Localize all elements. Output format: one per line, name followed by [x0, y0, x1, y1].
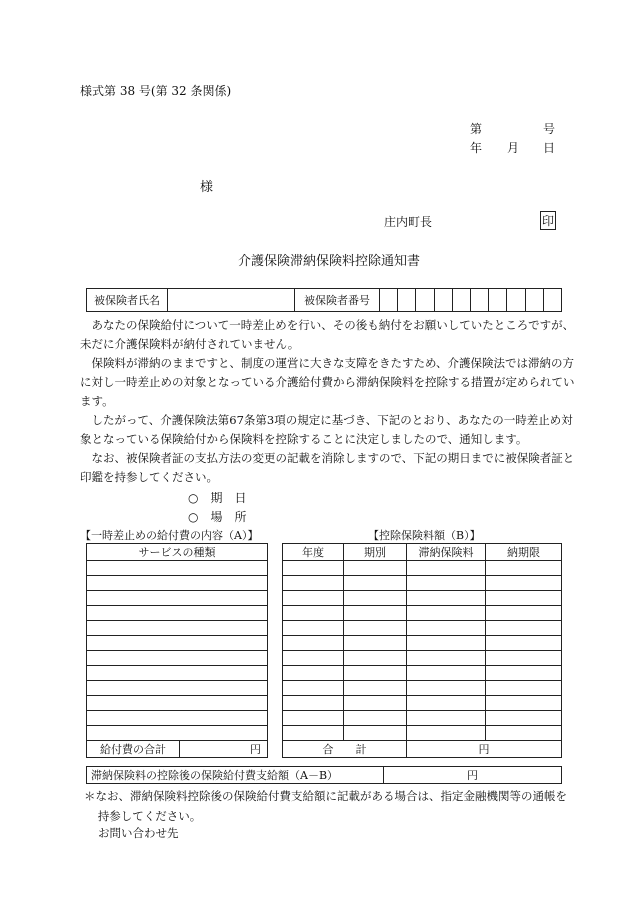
- insured-number-digit[interactable]: [525, 289, 543, 312]
- table-cell[interactable]: [283, 651, 344, 666]
- table-cell[interactable]: [283, 591, 344, 606]
- insured-number-digit[interactable]: [507, 289, 525, 312]
- fiscal-year-header: 年度: [283, 544, 344, 561]
- schedule-date: ○ 期 日: [188, 491, 247, 505]
- table-cell[interactable]: [407, 681, 486, 696]
- table-cell[interactable]: [486, 696, 562, 711]
- paragraph-4: なお、被保険者証の支払方法の変更の記載を消除しますので、下記の期日までに被保険者証と印鑑を持参してください。: [80, 451, 575, 484]
- table-cell[interactable]: [344, 666, 407, 681]
- table-cell[interactable]: [407, 576, 486, 591]
- net-benefit-yen: 円: [384, 767, 562, 784]
- table-cell[interactable]: [486, 576, 562, 591]
- table-cell[interactable]: [344, 606, 407, 621]
- table-cell[interactable]: [344, 651, 407, 666]
- table-row[interactable]: [87, 651, 268, 666]
- table-cell[interactable]: [283, 696, 344, 711]
- section-b-heading: 【控除保険料額（B）】: [368, 529, 481, 542]
- table-row[interactable]: [87, 591, 268, 606]
- table-cell[interactable]: [407, 651, 486, 666]
- table-row[interactable]: [87, 696, 268, 711]
- date-year: 年: [470, 141, 483, 155]
- insured-number-digit[interactable]: [470, 289, 488, 312]
- table-cell[interactable]: [486, 591, 562, 606]
- table-cell[interactable]: [344, 711, 407, 726]
- table-cell[interactable]: [344, 576, 407, 591]
- table-cell[interactable]: [283, 606, 344, 621]
- deduction-total-label: 合 計: [283, 741, 407, 758]
- table-cell[interactable]: [407, 591, 486, 606]
- table-cell[interactable]: [283, 621, 344, 636]
- number-label-dai: 第: [470, 122, 483, 136]
- table-cell[interactable]: [344, 561, 407, 576]
- table-row[interactable]: [87, 726, 268, 741]
- service-type-header: サービスの種類: [87, 544, 268, 561]
- footnote: ＊なお、滞納保険料控除後の保険給付費支給額に記載がある場合は、指定金融機関等の通帳を持参してください。: [84, 789, 567, 823]
- table-row[interactable]: [87, 711, 268, 726]
- table-cell[interactable]: [283, 636, 344, 651]
- date-month: 月: [507, 141, 520, 155]
- period-header: 期別: [344, 544, 407, 561]
- contact-label: お問い合わせ先: [98, 826, 179, 840]
- insured-number-digit[interactable]: [489, 289, 507, 312]
- insured-number-label: 被保険者番号: [295, 289, 380, 312]
- table-cell[interactable]: [486, 561, 562, 576]
- table-cell[interactable]: [283, 726, 344, 741]
- deduction-table-b: [282, 543, 562, 758]
- table-row[interactable]: [87, 576, 268, 591]
- table-row[interactable]: [87, 636, 268, 651]
- table-cell[interactable]: [486, 651, 562, 666]
- schedule-place: ○ 場 所: [188, 510, 247, 524]
- table-row[interactable]: [87, 666, 268, 681]
- net-benefit-label: 滞納保険料の控除後の保険給付費支給額（A－B）: [87, 767, 384, 784]
- overdue-premium-header: 滞納保険料: [407, 544, 486, 561]
- paragraph-1: あなたの保険給付について一時差止めを行い、その後も納付をお願いしていたところですが、未だに介護保険料が納付されていません。: [80, 318, 575, 351]
- table-cell[interactable]: [283, 561, 344, 576]
- date-day: 日: [543, 141, 556, 155]
- table-cell[interactable]: [344, 726, 407, 741]
- due-date-header: 納期限: [486, 544, 562, 561]
- seal-mark: 印: [540, 211, 556, 230]
- insured-name-cell[interactable]: [168, 289, 295, 312]
- insured-number-digit[interactable]: [398, 289, 416, 312]
- deduction-total-yen: 円: [407, 741, 562, 758]
- table-cell[interactable]: [486, 636, 562, 651]
- insured-number-digit[interactable]: [452, 289, 470, 312]
- table-cell[interactable]: [407, 561, 486, 576]
- table-cell[interactable]: [407, 696, 486, 711]
- table-cell[interactable]: [344, 621, 407, 636]
- table-row[interactable]: [87, 606, 268, 621]
- table-cell[interactable]: [344, 591, 407, 606]
- table-cell[interactable]: [283, 681, 344, 696]
- paragraph-2: 保険料が滞納のままですと、制度の運営に大きな支障をきたすため、介護保険法では滞納の方に対し一時差止めの対象となっている介護給付費から滞納保険料を控除する措置が定められています。: [80, 356, 575, 408]
- table-cell[interactable]: [407, 621, 486, 636]
- insured-name-label: 被保険者氏名: [87, 289, 168, 312]
- table-cell[interactable]: [344, 636, 407, 651]
- insured-number-digit[interactable]: [543, 289, 561, 312]
- insured-table: [86, 288, 562, 312]
- addressee-suffix: 様: [200, 180, 214, 195]
- section-a-heading: 【一時差止めの給付費の内容（A）】: [80, 529, 259, 542]
- table-cell[interactable]: [283, 576, 344, 591]
- table-cell[interactable]: [407, 666, 486, 681]
- table-cell[interactable]: [344, 696, 407, 711]
- table-row[interactable]: [87, 621, 268, 636]
- issuer: 庄内町長: [384, 215, 433, 229]
- table-cell[interactable]: [486, 681, 562, 696]
- insured-number-digit[interactable]: [416, 289, 434, 312]
- table-cell[interactable]: [486, 726, 562, 741]
- table-cell[interactable]: [486, 666, 562, 681]
- insured-number-digit[interactable]: [380, 289, 398, 312]
- table-cell[interactable]: [486, 711, 562, 726]
- table-row[interactable]: [87, 561, 268, 576]
- table-cell[interactable]: [283, 711, 344, 726]
- paragraph-3: したがって、介護保険法第67条第3項の規定に基づき、下記のとおり、あなたの一時差止め対象となっている保険給付から保険料を控除することに決定しましたので、通知します。: [80, 413, 573, 446]
- table-cell[interactable]: [486, 606, 562, 621]
- table-cell[interactable]: [283, 666, 344, 681]
- table-cell[interactable]: [407, 711, 486, 726]
- form-number: 様式第 38 号(第 32 条関係): [80, 84, 232, 98]
- table-cell[interactable]: [486, 621, 562, 636]
- table-cell[interactable]: [407, 606, 486, 621]
- table-cell[interactable]: [407, 726, 486, 741]
- benefit-total-yen: 円: [180, 741, 268, 758]
- number-label-go: 号: [543, 122, 556, 136]
- benefit-total-label: 給付費の合計: [87, 741, 180, 758]
- table-cell[interactable]: [407, 636, 486, 651]
- insured-number-digit[interactable]: [434, 289, 452, 312]
- table-row[interactable]: [87, 681, 268, 696]
- table-cell[interactable]: [344, 681, 407, 696]
- document-title: 介護保険滞納保険料控除通知書: [238, 254, 421, 269]
- benefit-table-a: [86, 543, 268, 758]
- net-benefit-table: [86, 766, 562, 784]
